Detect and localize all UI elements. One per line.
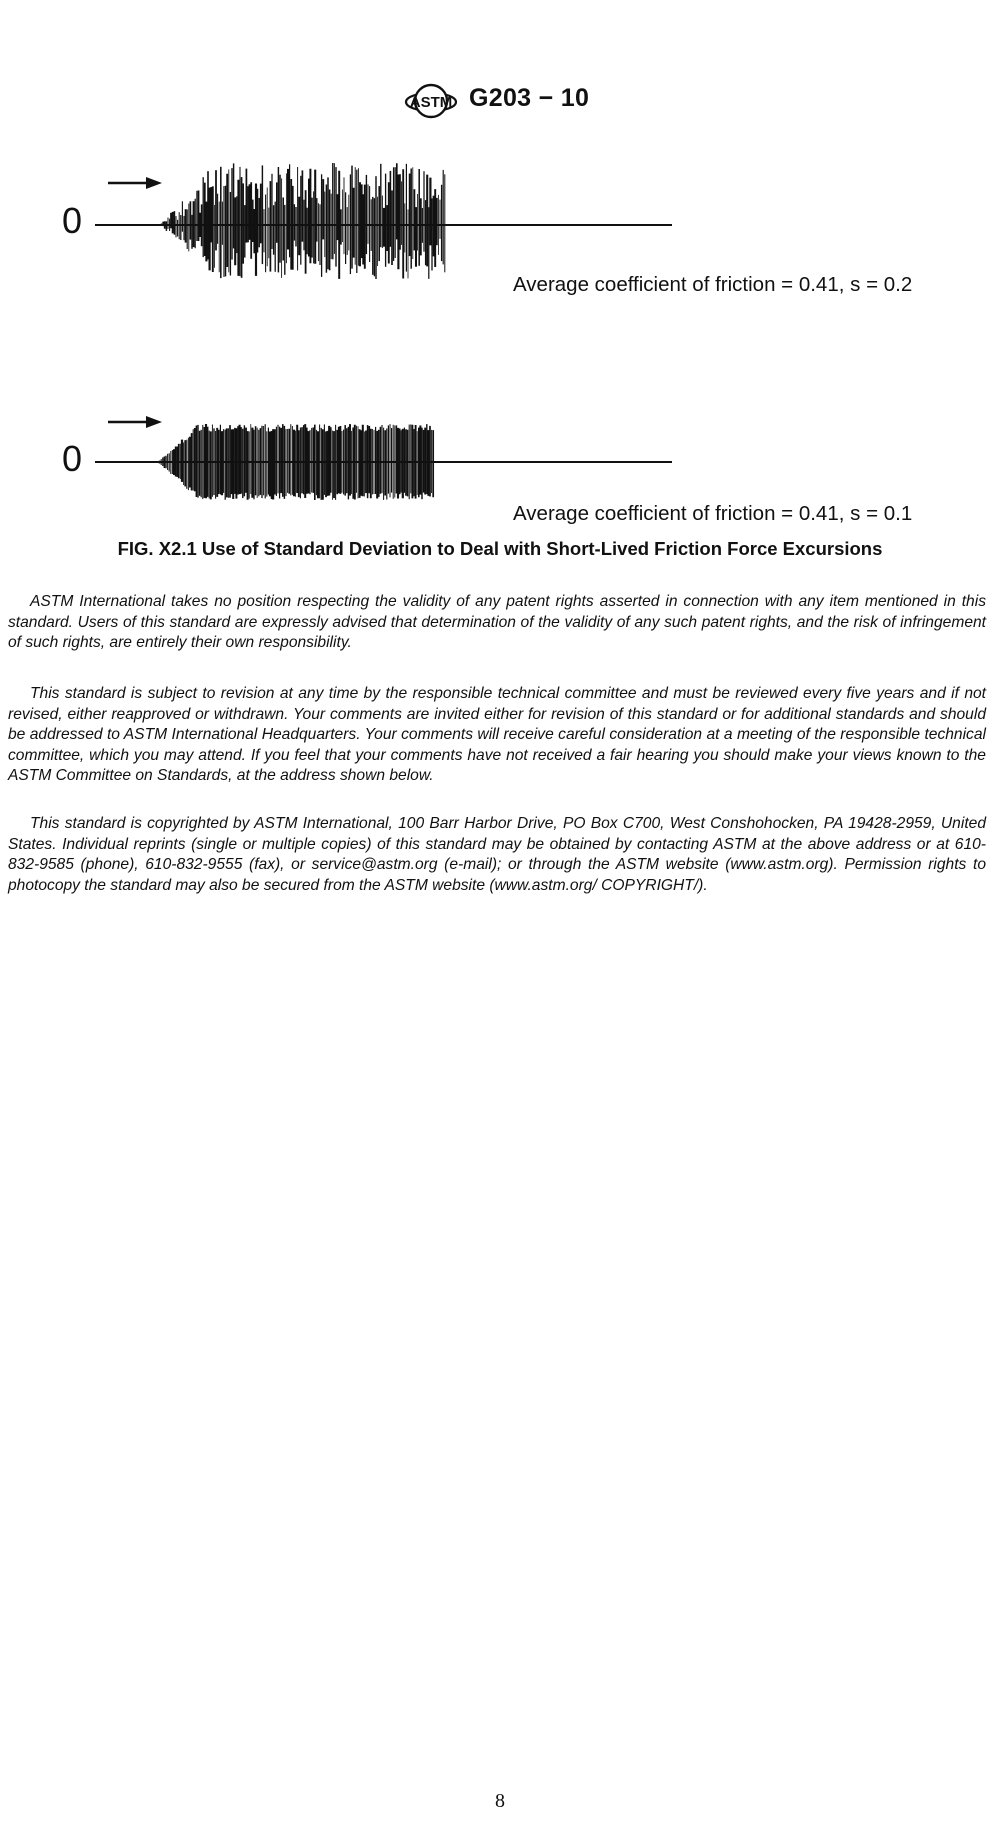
trace-caption: Average coefficient of friction = 0.41, s = 0.1 (513, 502, 913, 525)
astm-logo-icon (404, 74, 458, 128)
zero-label: 0 (62, 200, 83, 241)
friction-trace-2 (0, 400, 1000, 540)
standard-id: G203 − 10 (469, 84, 590, 112)
page-header (0, 72, 1000, 132)
copyright-notice: This standard is copyrighted by ASTM International, 100 Barr Harbor Drive, PO Box C700, West Conshohocken, PA 19428-2959, United States. Individual reprints (single or multiple copies) of this standard may be obtained by contacting ASTM at the above address or at 610-832-9585 (phone), 610-832-9555 (fax), or service@astm.org (e-mail); or through the ASTM website (www.astm.org). Permission rights to photocopy the standard may also be secured from the ASTM website (www.astm.org/ COPYRIGHT/). (8, 815, 986, 894)
svg-text:ASTM: ASTM (409, 94, 453, 111)
figure-caption: FIG. X2.1 Use of Standard Deviation to Deal with Short-Lived Friction Force Excursions (117, 538, 883, 559)
patent-notice: ASTM International takes no position respecting the validity of any patent rights asserted in connection with any item mentioned in this standard. Users of this standard are expressly advised that determination of the validity of any such patent rights, and the risk of infringement of such rights, are entirely their own responsibility. (8, 593, 986, 652)
arrow-icon (146, 177, 162, 189)
revision-notice: This standard is subject to revision at any time by the responsible technical committee and must be reviewed every five years and if not revised, either reapproved or withdrawn. Your comments are invited either for revision of this standard or for additional standards and should be addressed to ASTM International Headquarters. Your comments will receive careful consideration at a meeting of the responsible technical committee, which you may attend. If you feel that your comments have not received a fair hearing you should make your views known to the ASTM Committee on Standards, at the address shown below. (8, 685, 986, 785)
arrow-icon (146, 416, 162, 428)
trace-caption: Average coefficient of friction = 0.41, s = 0.2 (513, 273, 913, 296)
page-number: 8 (495, 1790, 505, 1812)
zero-label: 0 (62, 438, 83, 479)
friction-trace-1 (0, 140, 1000, 310)
